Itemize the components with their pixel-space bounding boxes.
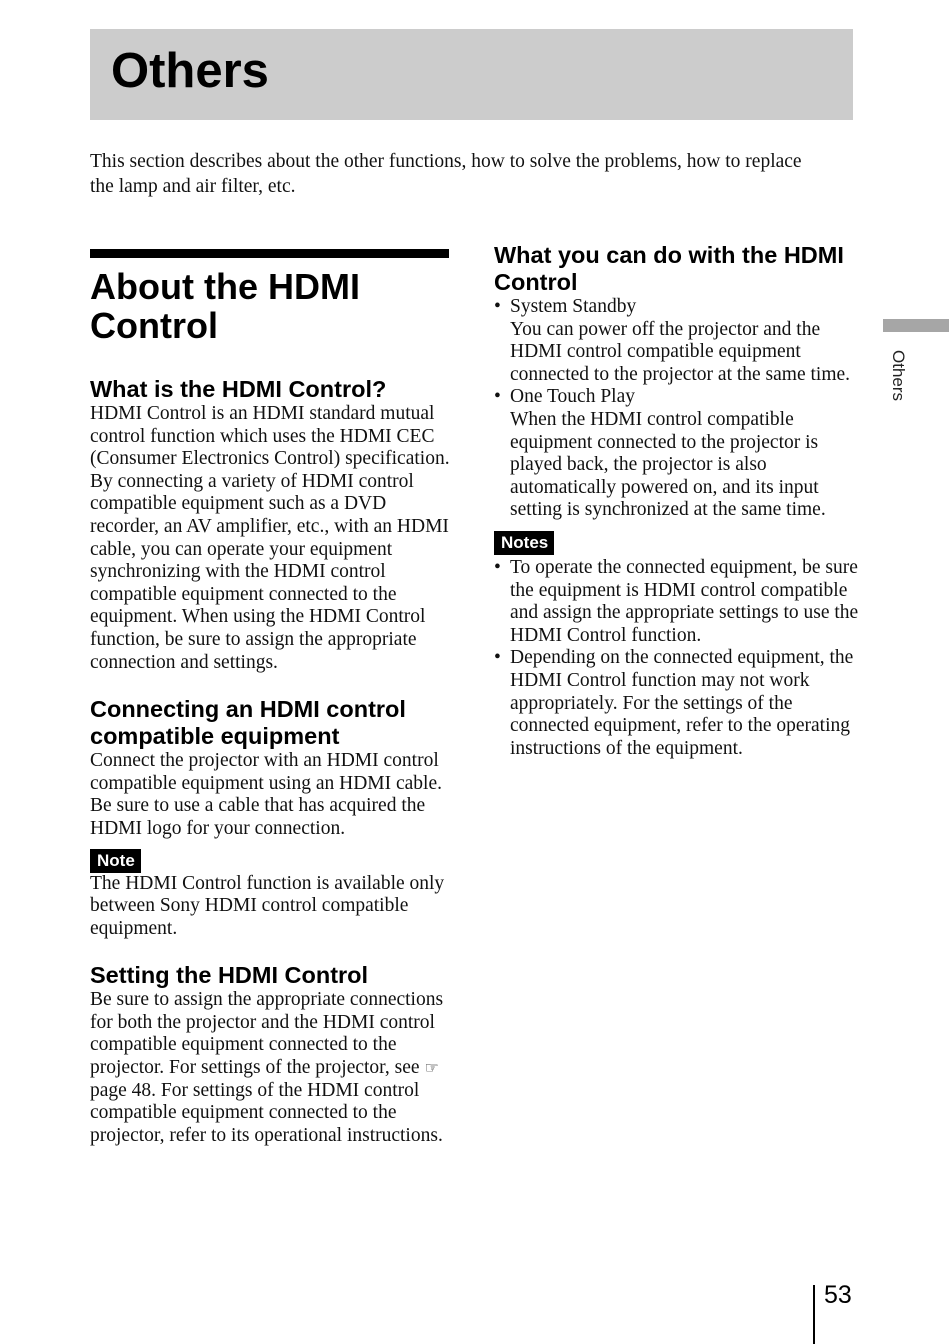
page-number: 53 [824,1281,852,1309]
page-reference-icon: ☞ [424,1058,439,1078]
note-block [90,849,450,873]
notes-block [494,531,859,555]
list-item [494,386,859,522]
section-tab-label: Others [889,350,908,402]
setting-heading: Setting the HDMI Control [90,962,369,989]
connecting-body: Connect the projector with an HDMI control compatible equipment using an HDMI cable. Be sure to use a cable that has acquired the HDMI logo for your connection. [90,750,442,839]
notes-list [494,557,859,760]
list-item [494,296,859,386]
section-heading: About the HDMI Control [90,266,360,346]
section-tab-marker [883,319,949,332]
note-label: Note [90,849,141,873]
feature-title: • One Touch Play [510,386,636,408]
page-number-rule [813,1285,815,1344]
intro-paragraph: This section describes about the other functions, how to solve the problems, how to replace the lamp and air filter, etc. [90,151,802,197]
feature-title: • System Standby [510,296,637,317]
list-item: • Depending on the connected equipment, the HDMI Control function may not work appropriately. For the settings of the connected equipment, refer to the operating instructions of the equipment. [494,647,859,760]
right-column [494,242,859,760]
page-title: Others [111,44,269,98]
feature-text: You can power off the projector and the HDMI control compatible equipment connected to the projector at the same time. [510,318,851,385]
setting-body [90,989,450,1147]
notes-label: Notes [494,531,554,555]
feature-list [494,296,859,522]
left-column [90,249,450,1147]
setting-body-end: page 48. For settings of the HDMI control compatible equipment connected to the projector, refer to its operational instructions. [90,1079,443,1146]
note-text: The HDMI Control function is available only between Sony HDMI control compatible equipment. [90,872,445,939]
feature-text: When the HDMI control compatible equipment connected to the projector is played back, the projector is also automatically powered on, and its input setting is synchronized at the same time. [510,408,826,521]
title-banner [90,29,853,120]
connecting-heading: Connecting an HDMI control compatible equipment [90,696,406,750]
setting-body-start: Be sure to assign the appropriate connections for both the projector and the HDMI control compatible equipment connected to the projector. For settings of the projector, see [90,989,444,1079]
what-is-body: HDMI Control is an HDMI standard mutual control function which uses the HDMI CEC (Consumer Electronics Control) specification. By connecting a variety of HDMI control compatible equipment such as a DVD recorder, an AV amplifier, etc., with an HDMI cable, you can operate your equipment synchronizing with the HDMI control compatible equipment connected to the equipment. When using the HDMI Control function, be sure to assign the appropriate connection and settings. [90,403,450,673]
list-item: • To operate the connected equipment, be sure the equipment is HDMI control compatible and assign the appropriate settings to use the HDMI Control function. [494,557,859,647]
what-is-heading: What is the HDMI Control? [90,376,387,402]
heading-rule [90,249,449,258]
features-heading: What you can do with the HDMI Control [494,242,844,295]
